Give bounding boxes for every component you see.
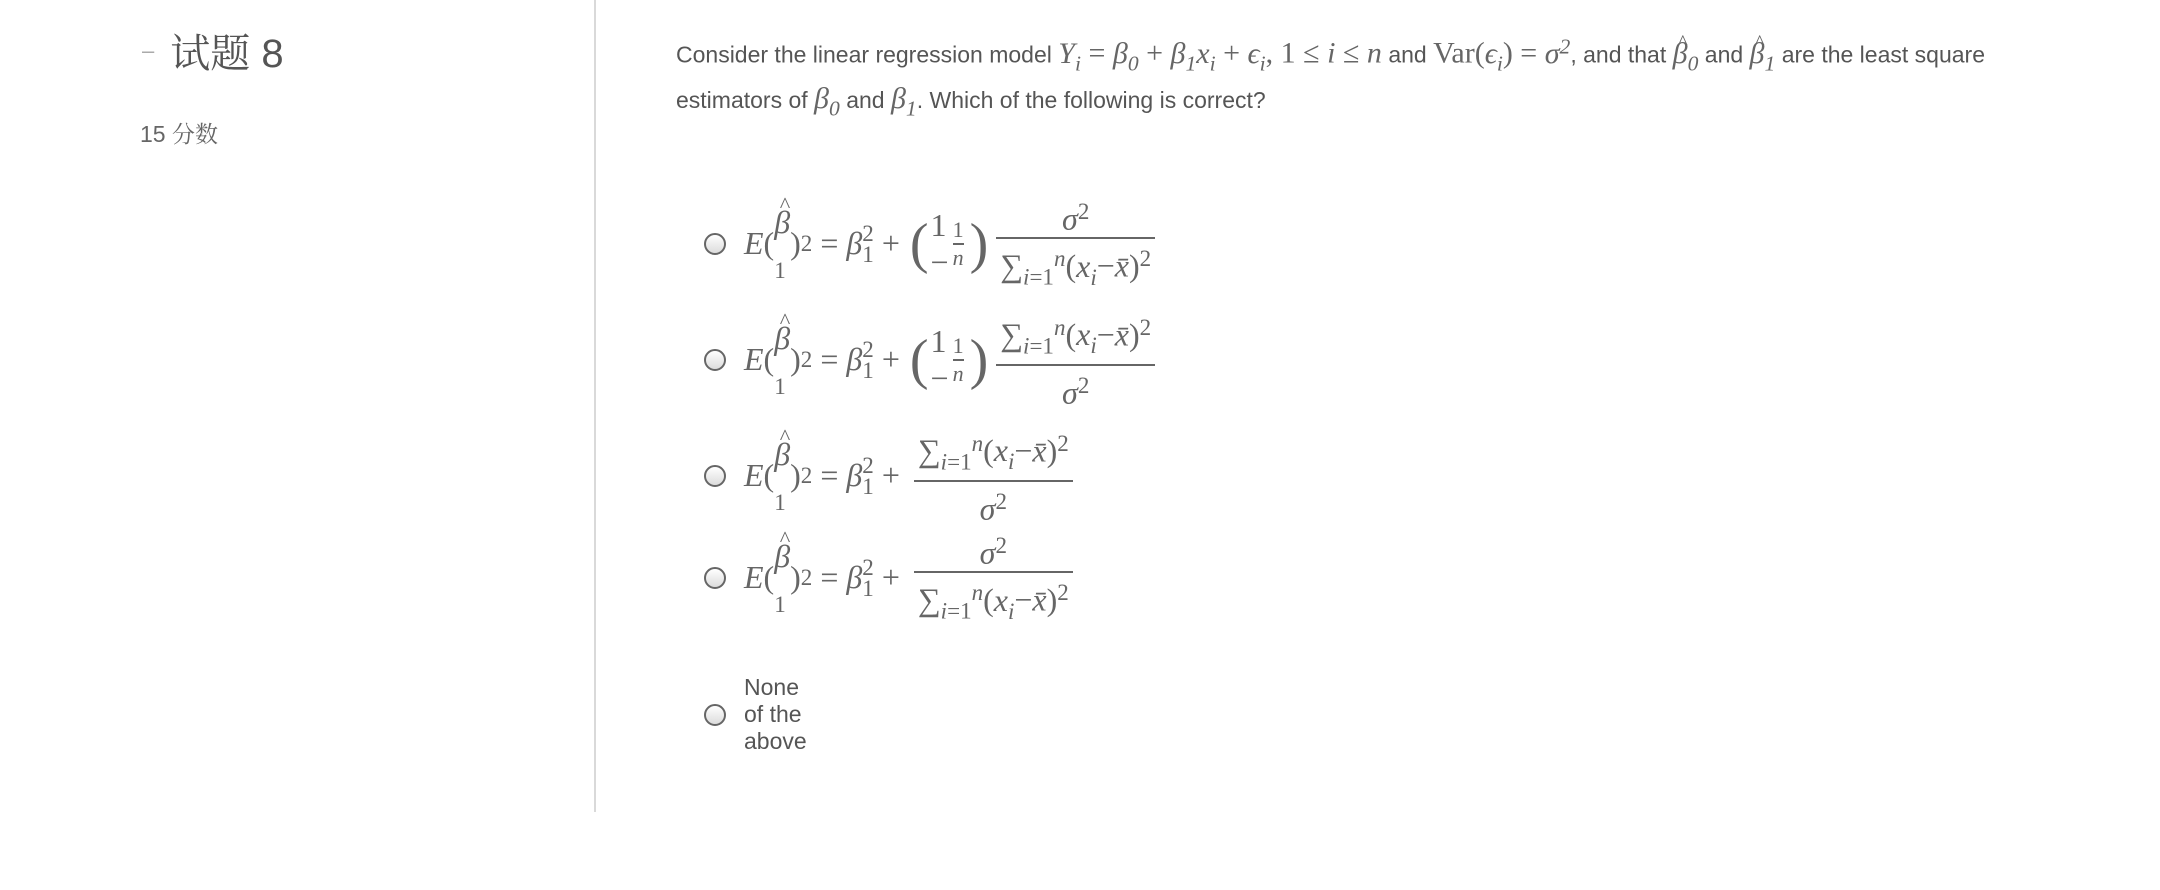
option-3-radio[interactable] [704, 465, 726, 487]
option-1-formula: E ( ^ $\beta_1$ ) 2 = β 2 1 + ( 1 − $\frac{1}{n}$ ) $\frac{\sigma^2}{\sum_{i=1}^n(x_i-x̄)^2}$ [744, 192, 1161, 296]
option-5-label: None of the above [744, 674, 807, 754]
option-4[interactable] [704, 526, 1079, 630]
question-title: 试题 8 [170, 32, 284, 76]
option-5[interactable] [704, 674, 807, 755]
question-text: Consider the linear regression model $Y_i = \beta_0 + \beta_1x_i + \epsilon_i$, 1 ≤ i ≤ n and $Var(\epsilon_i) = \sigma^2$, and that ^ $\beta_0$ and ^ $\beta_1$ are the least square estimators of $\beta_0$ and $\beta_1$. Which of the following is correct? [676, 28, 2076, 127]
option-4-radio[interactable] [704, 567, 726, 589]
collapse-toggle[interactable]: – [142, 37, 155, 63]
question-body [676, 28, 2076, 127]
option-1[interactable] [704, 192, 1161, 296]
option-1-radio[interactable] [704, 233, 726, 255]
question-header [142, 22, 284, 79]
option-5-radio[interactable] [704, 704, 726, 726]
option-2-radio[interactable] [704, 349, 726, 371]
option-2[interactable] [704, 308, 1161, 412]
option-3[interactable] [704, 424, 1079, 528]
option-4-formula: E ( ^ $\beta_1$ ) 2 = β 2 1 + $\frac{\sigma^2}{\sum_{i=1}^n(x_i-x̄)^2}$ [744, 526, 1079, 630]
option-2-formula: E ( ^ $\beta_1$ ) 2 = β 2 1 + ( 1 − $\frac{1}{n}$ ) $\frac{\sum_{i=1}^n(x_i-x̄)^2}{\sigma^2}$ [744, 308, 1161, 412]
question-points: 15 分数 [140, 121, 218, 147]
question-info-panel [0, 0, 596, 812]
option-3-formula: E ( ^ $\beta_1$ ) 2 = β 2 1 + $\frac{\sum_{i=1}^n(x_i-x̄)^2}{\sigma^2}$ [744, 424, 1079, 528]
